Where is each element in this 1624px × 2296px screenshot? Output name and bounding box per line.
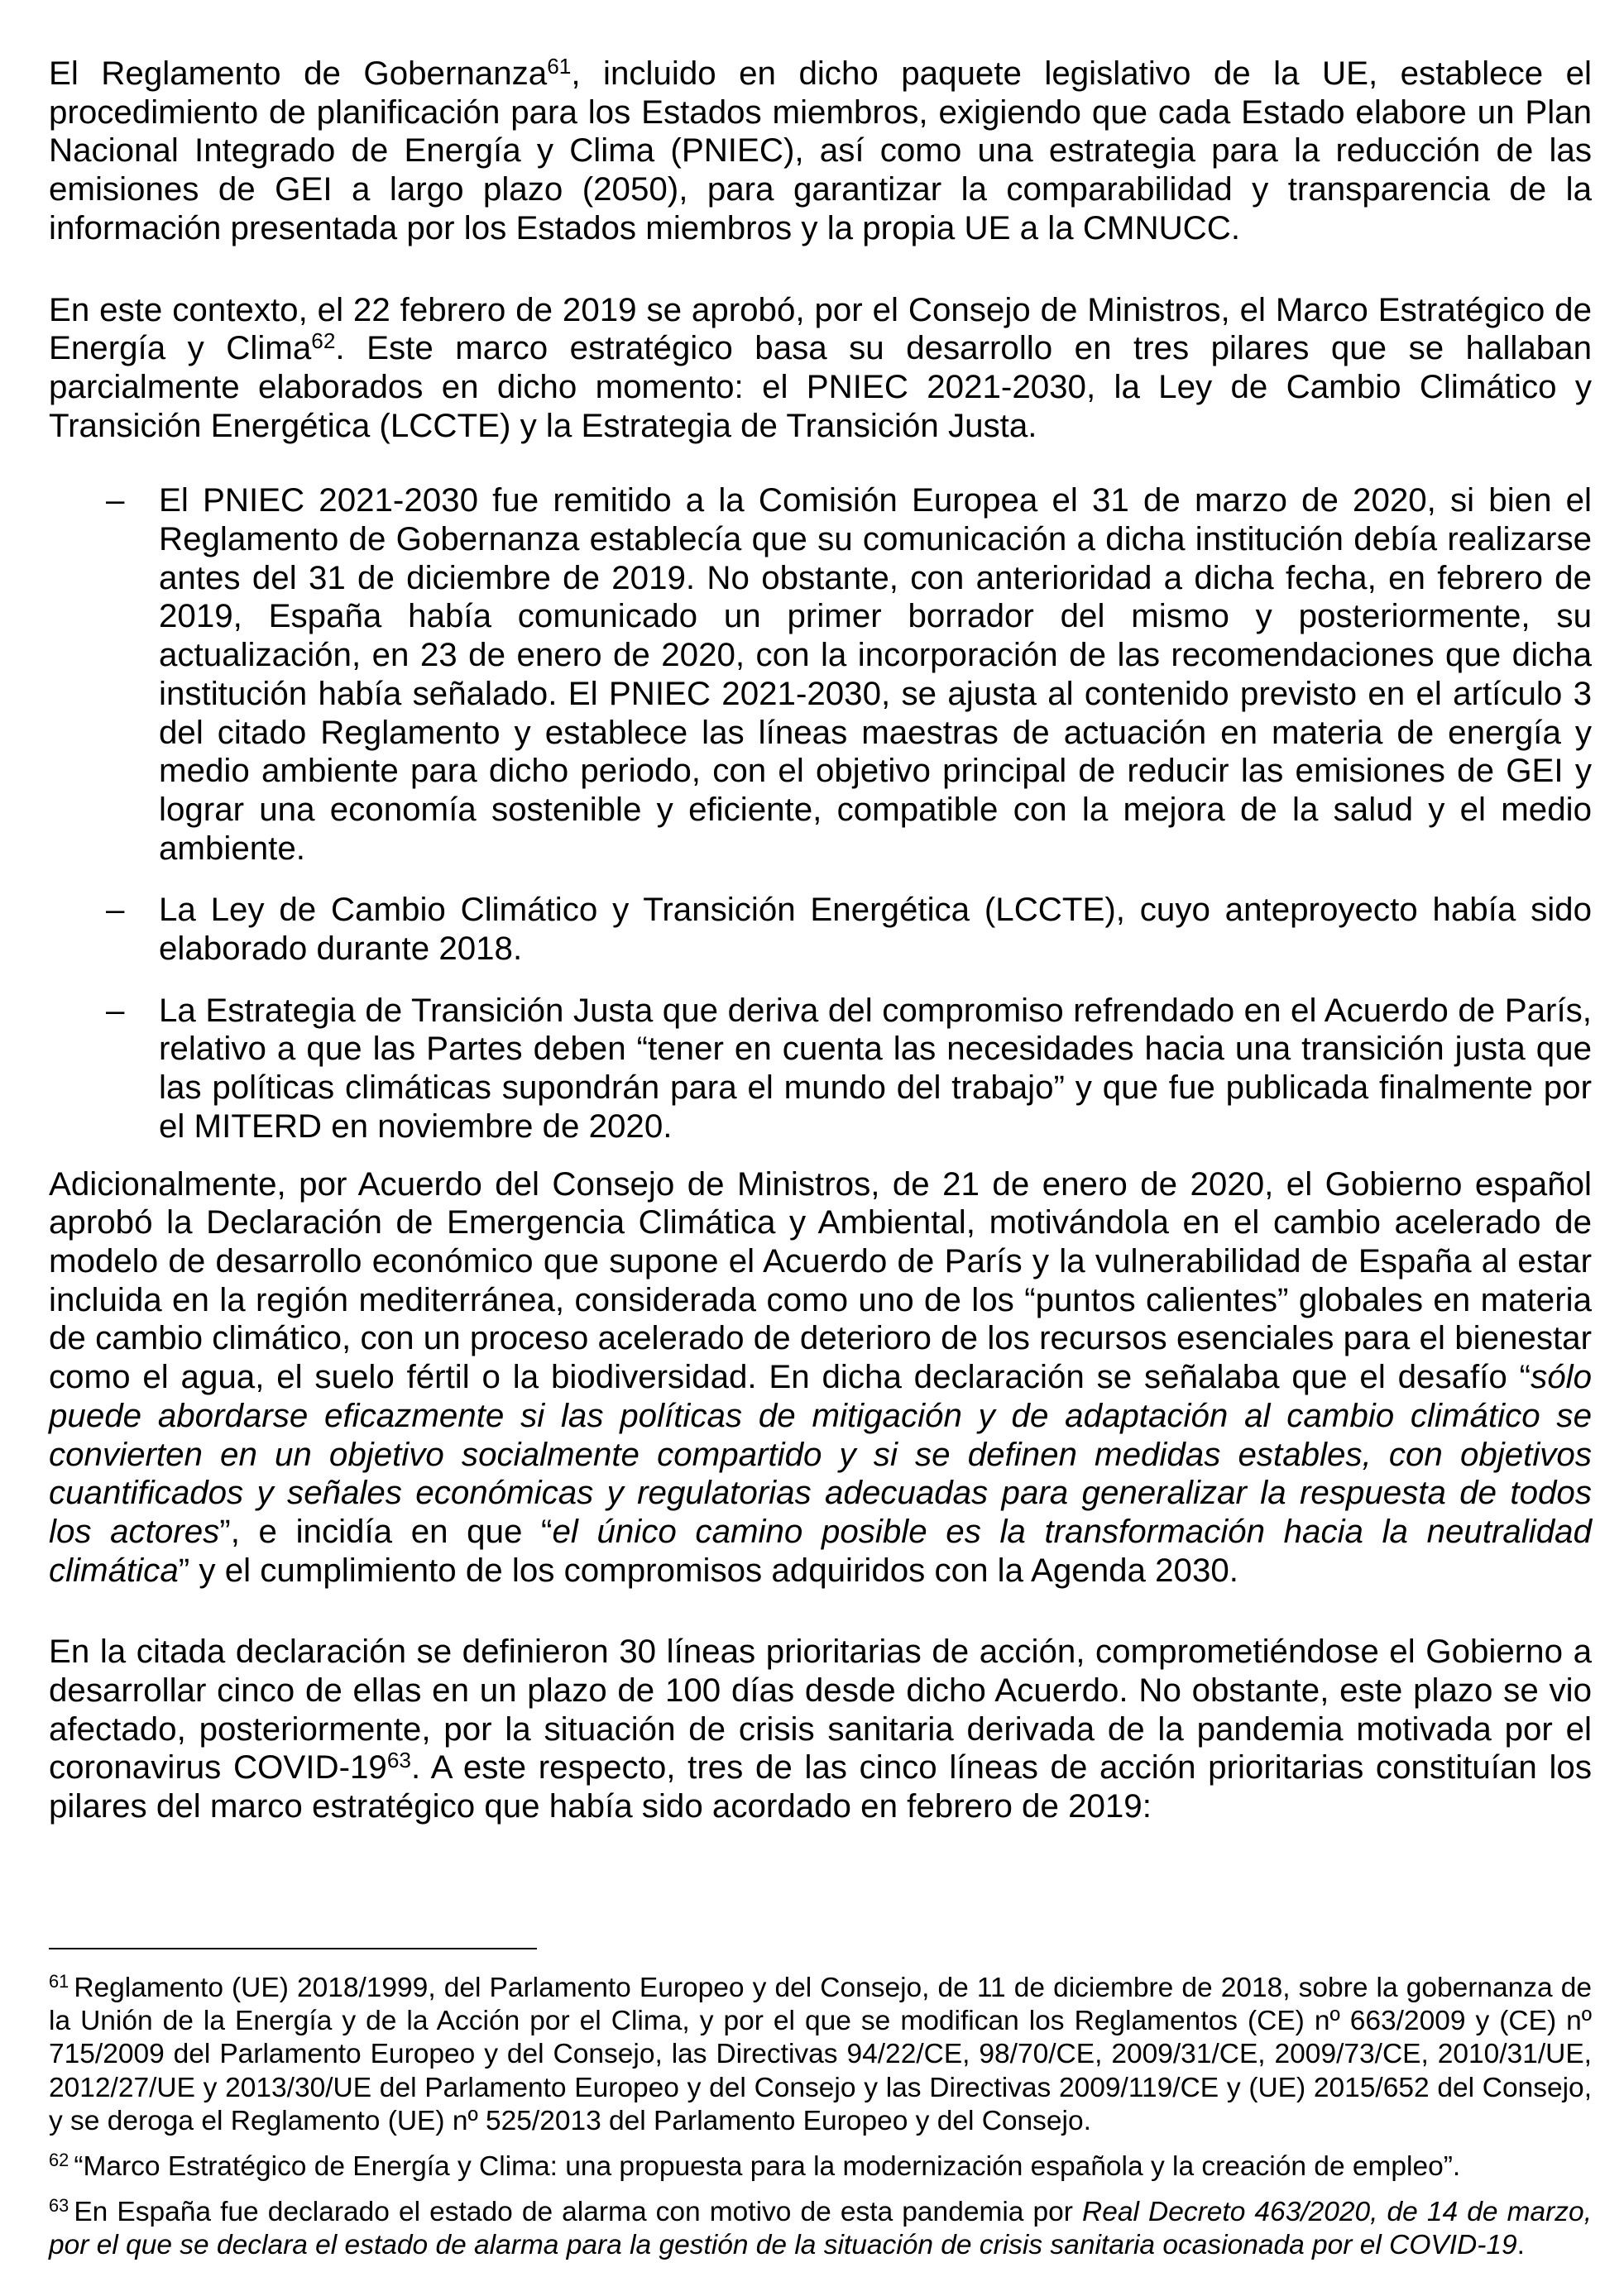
paragraph-marco-estrategico [49,291,1592,446]
paragraph-emergencia-climatica [49,1165,1592,1590]
footnote-number: 63 [49,2195,69,2217]
bullet-dash: – [106,891,125,929]
list-item-text: La Estrategia de Transición Justa que deriva del compromiso refrendado en el Acuerdo de París, relativo a que las Partes deben “tener en cuenta las necesidades hacia una transición justa que las políticas climáticas supondrán para el mundo del trabajo” y que fue publicada finalmente por el MITERD en noviembre de 2020. [159,991,1592,1145]
footnote-reference-62: 62 [311,328,336,354]
footnote-number: 61 [49,1971,69,1992]
paragraph-text: ”, e incidía en que “ [219,1512,553,1550]
paragraph-text: ” y el cumplimiento de los compromisos adquiridos con la Agenda 2030. [178,1551,1238,1589]
paragraph-text: . Este marco estratégico basa su desarrollo en tres pilares que se hallaban parcialmente elaborados en dicho momento: el PNIEC 2021-2030, la Ley de Cambio Climático y Transición Energética (LCCTE) y la Estrategia de Transición Justa. [49,329,1592,444]
paragraph-text: , incluido en dicho paquete legislativo de la UE, establece el procedimiento de planificación para los Estados miembros, exigiendo que cada Estado elabore un Plan Nacional Integrado de Energía y Clima (PNIEC), así como una estrategia para la reducción de las emisiones de GEI a largo plazo (2050), para garantizar la comparabilidad y transparencia de la información presentada por los Estados miembros y la propia UE a la CMNUCC. [49,55,1592,246]
list-item-text: La Ley de Cambio Climático y Transición Energética (LCCTE), cuyo anteproyecto había sido elaborado durante 2018. [159,891,1592,968]
paragraph-lineas-prioritarias [49,1633,1592,1826]
paragraph-text: Adicionalmente, por Acuerdo del Consejo de Ministros, de 21 de enero de 2020, el Gobierno español aprobó la Declaración de Emergencia Climática y Ambiental, motivándola en el cambio acelerado de modelo de desarrollo económico que supone el Acuerdo de París y la vulnerabilidad de España al estar incluida en la región mediterránea, considerada como uno de los “puntos calientes” globales en materia de cambio climático, con un proceso acelerado de deterioro de los recursos esenciales para el bienestar como el agua, el suelo fértil o la biodiversidad. En dicha declaración se señalaba que el desafío “ [49,1165,1592,1396]
footnote-italic-text: Real Decreto 463/2020, de 14 de marzo, por el que se declara el estado de alarma para la gestión de la situación de crisis sanitaria ocasionada por el COVID-19 [49,2197,1592,2261]
footnote-separator [49,1948,537,1949]
footnote-63 [49,2196,1592,2262]
footnote-number: 62 [49,2150,69,2171]
bullet-dash: – [106,991,125,1029]
paragraph-text: . A este respecto, tres de las cinco líneas de acción prioritarias constituían los pilares del marco estratégico que había sido acordado en febrero de 2019: [49,1748,1592,1825]
paragraph-text: En este contexto, el 22 febrero de 2019 se aprobó, por el Consejo de Ministros, el Marco Estratégico de Energía y Clima [49,290,1592,367]
footnote-text: . [1516,2230,1525,2261]
footnote-62 [49,2150,1592,2184]
footnote-text: “Marco Estratégico de Energía y Clima: una propuesta para la modernización española y la creación de empleo”. [74,2151,1461,2183]
footnote-text: En España fue declarado el estado de alarma con motivo de esta pandemia por [74,2197,1083,2228]
paragraph-text: En la citada declaración se definieron 30 líneas prioritarias de acción, comprometiéndose el Gobierno a desarrollar cinco de ellas en un plazo de 100 días desde dicho Acuerdo. No obstante, este plazo se vio afectado, posteriormente, por la situación de crisis sanitaria derivada de la pandemia motivada por el coronavirus COVID-19 [49,1633,1592,1787]
paragraph-text: El Reglamento de Gobernanza [49,55,548,92]
footnotes [49,1948,1592,2263]
footnote-reference-63: 63 [386,1748,411,1773]
list-item-lccte [49,891,1592,968]
footnote-text: Reglamento (UE) 2018/1999, del Parlamento Europeo y del Consejo, de 11 de diciembre de 2018, sobre la gobernanza de la Unión de la Energía y de la Acción por el Clima, y por el que se modifican los Reglamentos (CE) nº 663/2009 y (CE) nº 715/2009 del Parlamento Europeo y del Consejo, las Directivas 94/22/CE, 98/70/CE, 2009/31/CE, 2009/73/CE, 2010/31/UE, 2012/27/UE y 2013/30/UE del Parlamento Europeo y del Consejo y las Directivas 2009/119/CE y (UE) 2015/652 del Consejo, y se deroga el Reglamento (UE) nº 525/2013 del Parlamento Europeo y del Consejo. [49,1973,1592,2136]
bullet-dash: – [106,481,125,519]
list-item-pniec [49,481,1592,868]
footnote-reference-61: 61 [547,53,572,79]
list-item-transicion-justa [49,992,1592,1146]
italic-quote: el único camino posible es la transformación hacia la neutralidad climática [49,1512,1592,1589]
footnote-61 [49,1972,1592,2138]
list-item-text: El PNIEC 2021-2030 fue remitido a la Comisión Europea el 31 de marzo de 2020, si bien el Reglamento de Gobernanza establecía que su comunicación a dicha institución debía realizarse antes del 31 de diciembre de 2019. No obstante, con anterioridad a dicha fecha, en febrero de 2019, España había comunicado un primer borrador del mismo y posteriormente, su actualización, en 23 de enero de 2020, con la incorporación de las recomendaciones que dicha institución había señalado. El PNIEC 2021-2030, se ajusta al contenido previsto en el artículo 3 del citado Reglamento y establece las líneas maestras de actuación en materia de energía y medio ambiente para dicho periodo, con el objetivo principal de reducir las emisiones de GEI y lograr una economía sostenible y eficiente, compatible con la mejora de la salud y el medio ambiente. [159,481,1592,867]
pillars-list [49,481,1592,1146]
paragraph-reglamento-gobernanza [49,55,1592,248]
main-text [49,55,1592,1826]
italic-quote: sólo puede abordarse eficazmente si las políticas de mitigación y de adaptación al cambio climático se convierten en un objetivo socialmente compartido y si se definen medidas estables, con objetivos cuantificados y señales económicas y regulatorias adecuadas para generalizar la respuesta de todos los actores [49,1358,1592,1550]
